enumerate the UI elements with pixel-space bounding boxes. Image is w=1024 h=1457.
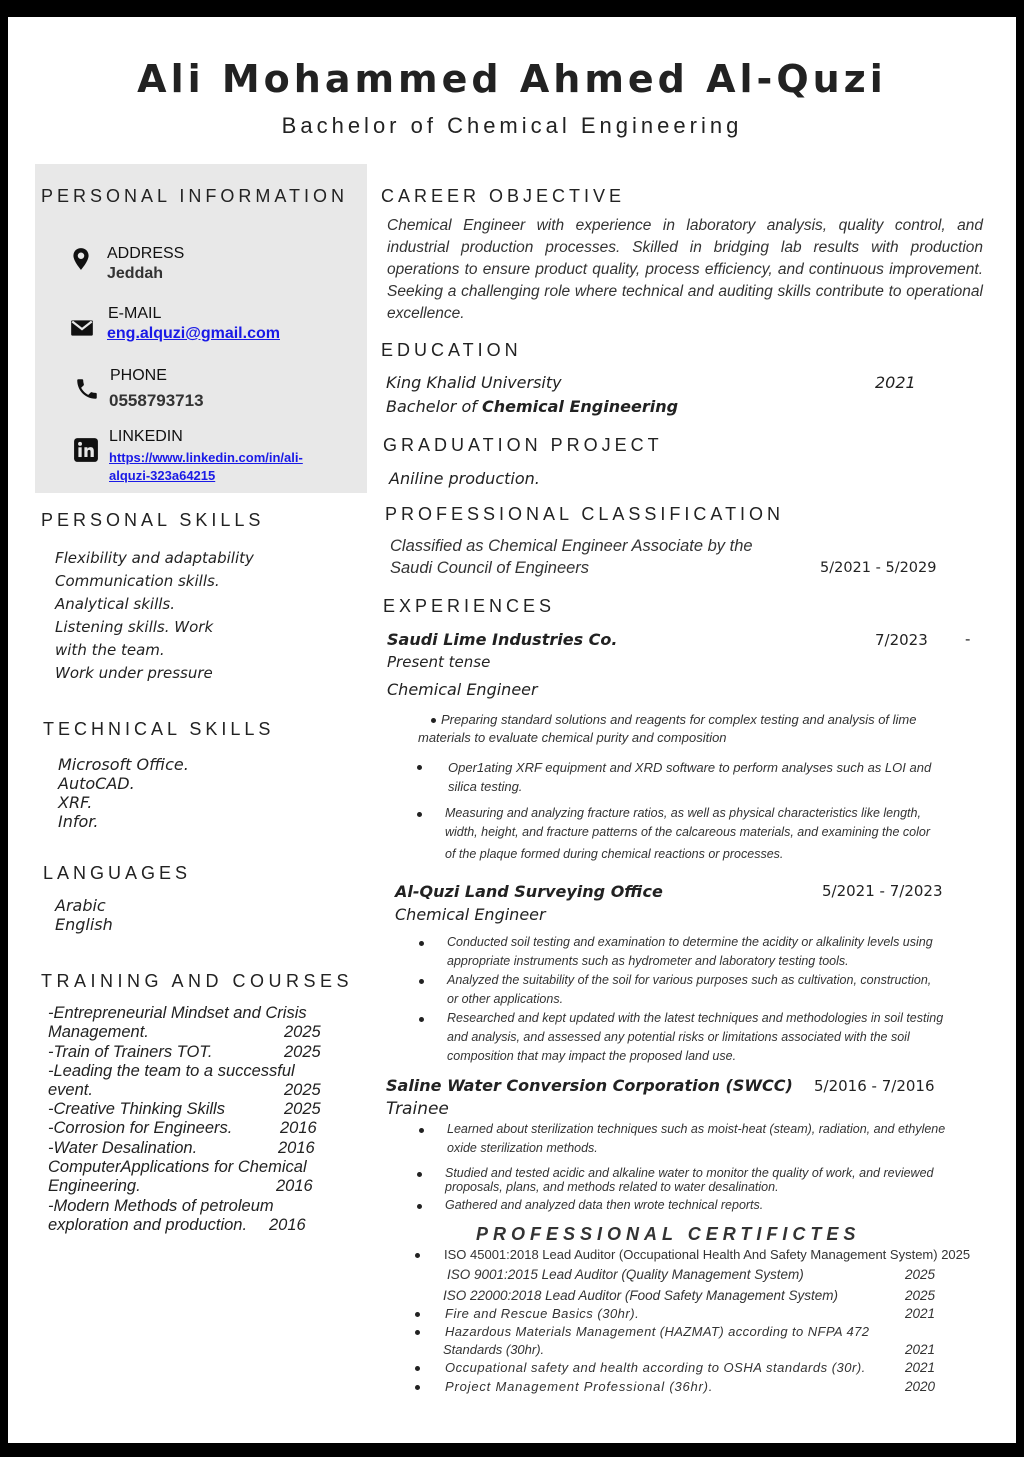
job2-period: 5/2021 - 7/2023 xyxy=(822,882,943,900)
certificate-4: Fire and Rescue Basics (30hr). xyxy=(445,1306,640,1321)
certificate-6-year: 2021 xyxy=(905,1360,936,1375)
training-line: -Water Desalination. xyxy=(48,1139,198,1157)
training-line: -Leading the team to a successful xyxy=(48,1062,295,1080)
training-line: Management. xyxy=(48,1023,149,1041)
job2-role: Chemical Engineer xyxy=(395,905,546,924)
training-year: 2016 xyxy=(269,1216,306,1234)
job1-bullet1-line2: materials to evaluate chemical purity and composition xyxy=(418,730,727,745)
training-year: 2016 xyxy=(278,1139,315,1157)
job3-bullet2-line2: proposals, plans, and methods related to water desalination. xyxy=(445,1180,779,1194)
graduation-project-heading: GRADUATION PROJECT xyxy=(383,435,663,455)
certificate-3: ISO 22000:2018 Lead Auditor (Food Safety Management System) xyxy=(443,1288,838,1303)
list-item: Infor. xyxy=(58,812,99,831)
list-item: Communication skills. xyxy=(55,572,220,590)
list-item: AutoCAD. xyxy=(58,774,135,793)
certificate-3-year: 2025 xyxy=(905,1288,936,1303)
job1-bullet2-line2: silica testing. xyxy=(448,779,523,794)
job1-role: Chemical Engineer xyxy=(387,680,538,699)
training-line: -Modern Methods of petroleum xyxy=(48,1197,274,1215)
job1-company: Saudi Lime Industries Co. xyxy=(387,630,618,649)
technical-skills-list xyxy=(58,755,189,831)
list-item: with the team. xyxy=(55,641,165,659)
bullet-dot xyxy=(419,1017,424,1022)
certificate-7-year: 2020 xyxy=(905,1379,936,1394)
list-item: Flexibility and adaptability xyxy=(55,549,254,567)
bullet-dot xyxy=(415,1385,420,1390)
training-year: 2016 xyxy=(280,1119,317,1137)
classification-line1: Classified as Chemical Engineer Associate by the xyxy=(390,537,753,555)
job1-bullet2-line1: Oper1ating XRF equipment and XRD software to perform analyses such as LOI and xyxy=(448,760,932,775)
training-line: -Entrepreneurial Mindset and Crisis xyxy=(48,1004,307,1022)
languages-heading: LANGUAGES xyxy=(43,863,192,883)
degree-major: Chemical Engineering xyxy=(481,397,679,416)
classification-period: 5/2021 - 5/2029 xyxy=(820,560,937,576)
personal-skills-list xyxy=(55,547,254,685)
degree-prefix: Bachelor of xyxy=(386,397,477,416)
job2-company: Al-Quzi Land Surveying Office xyxy=(395,882,663,901)
linkedin-link-line1[interactable]: https://www.linkedin.com/in/ali- xyxy=(109,450,303,465)
bullet-dot xyxy=(417,1204,422,1209)
linkedin-link-line2[interactable]: alquzi-323a64215 xyxy=(109,468,216,483)
job3-period: 5/2016 - 7/2016 xyxy=(814,1077,935,1095)
training-heading: TRAINING AND COURSES xyxy=(41,971,354,991)
certificate-2-year: 2025 xyxy=(905,1267,936,1282)
certificate-5-line1: Hazardous Materials Management (HAZMAT) according to NFPA 472 xyxy=(445,1324,870,1339)
job2-bullet2-line2: or other applications. xyxy=(447,992,564,1006)
certificate-5-year: 2021 xyxy=(905,1342,936,1357)
list-item: Listening skills. Work xyxy=(55,618,214,636)
training-line: -Corrosion for Engineers. xyxy=(48,1119,233,1137)
training-line: event. xyxy=(48,1081,93,1099)
bullet-dot xyxy=(415,1312,420,1317)
graduation-year: 2021 xyxy=(875,373,916,392)
job2-bullet3-line3: composition that may impact the proposed land use. xyxy=(447,1049,737,1063)
classification-heading: PROFESSIONAL CLASSIFICATION xyxy=(385,504,785,524)
bullet-dot xyxy=(419,941,424,946)
personal-info-heading: PERSONAL INFORMATION xyxy=(41,186,349,206)
job2-bullet1-line2: appropriate instruments such as hydrometer and laboratory testing tools. xyxy=(447,954,849,968)
training-year: 2025 xyxy=(284,1081,321,1099)
bullet-dot xyxy=(417,1172,422,1177)
job1-bullet1-line1: Preparing standard solutions and reagents for complex testing and analysis of lime xyxy=(441,712,917,727)
bullet-dot xyxy=(417,765,422,770)
languages-list xyxy=(55,896,113,934)
candidate-degree: Bachelor of Chemical Engineering xyxy=(281,113,743,138)
degree-line xyxy=(386,397,678,416)
email-icon xyxy=(69,315,95,341)
training-line: -Creative Thinking Skills xyxy=(48,1100,225,1118)
experiences-heading: EXPERIENCES xyxy=(383,596,556,616)
list-item: Microsoft Office. xyxy=(58,755,189,774)
technical-skills-heading: TECHNICAL SKILLS xyxy=(43,719,275,739)
certificate-6: Occupational safety and health according to OSHA standards (30r). xyxy=(445,1360,866,1375)
personal-skills-heading: PERSONAL SKILLS xyxy=(41,510,265,530)
graduation-project-title: Aniline production. xyxy=(389,469,540,488)
job1-bullet3-line1: Measuring and analyzing fracture ratios, as well as physical characteristics like length, xyxy=(445,806,921,820)
email-link[interactable]: eng.alquzi@gmail.com xyxy=(107,325,280,342)
training-line: Engineering. xyxy=(48,1177,141,1195)
certificate-1: ISO 45001:2018 Lead Auditor (Occupational Health And Safety Management System) 2025 xyxy=(444,1247,971,1262)
training-year: 2025 xyxy=(284,1100,321,1118)
address-value: Jeddah xyxy=(107,265,164,282)
university-name: King Khalid University xyxy=(386,373,562,392)
certificate-2: ISO 9001:2015 Lead Auditor (Quality Management System) xyxy=(447,1267,804,1282)
candidate-name: Ali Mohammed Ahmed Al-Quzi xyxy=(137,57,887,101)
job1-present: Present tense xyxy=(387,653,491,671)
job2-bullet1-line1: Conducted soil testing and examination to determine the acidity or alkalinity levels using xyxy=(447,935,933,949)
job3-bullet3-line1: Gathered and analyzed data then wrote technical reports. xyxy=(445,1198,764,1212)
certificate-5-line2: Standards (30hr). xyxy=(443,1342,545,1357)
address-label: ADDRESS xyxy=(107,245,185,262)
job3-bullet1-line2: oxide sterilization methods. xyxy=(447,1141,598,1155)
job2-bullet3-line1: Researched and kept updated with the latest techniques and methodologies in soil testing xyxy=(447,1011,944,1025)
training-line: ComputerApplications for Chemical xyxy=(48,1158,307,1176)
training-line: exploration and production. xyxy=(48,1216,248,1234)
bullet-dot xyxy=(415,1366,420,1371)
job3-bullet2-line1: Studied and tested acidic and alkaline water to monitor the quality of work, and reviewed xyxy=(445,1166,934,1180)
job1-period: 7/2023 xyxy=(875,631,928,649)
job1-dash: - xyxy=(965,630,971,648)
training-line: -Train of Trainers TOT. xyxy=(48,1043,213,1061)
training-year: 2025 xyxy=(284,1043,321,1061)
job2-bullet2-line1: Analyzed the suitability of the soil for various purposes such as cultivation, construction, xyxy=(447,973,932,987)
list-item: English xyxy=(55,915,113,934)
job1-bullet3-line3: of the plaque formed during chemical reactions or processes. xyxy=(445,847,784,861)
bullet-dot xyxy=(419,979,424,984)
training-year: 2016 xyxy=(276,1177,313,1195)
bullet-dot xyxy=(415,1253,420,1258)
phone-value: 0558793713 xyxy=(109,391,204,410)
phone-label: PHONE xyxy=(110,367,167,384)
career-objective-heading: CAREER OBJECTIVE xyxy=(381,186,626,206)
bullet-dot xyxy=(431,718,436,723)
list-item: Arabic xyxy=(55,896,106,915)
job2-bullet3-line2: and analysis, and assessed any potential risks or limitations associated with the soil xyxy=(447,1030,910,1044)
resume-page xyxy=(8,17,1016,1443)
email-label: E-MAIL xyxy=(108,305,162,322)
bullet-dot xyxy=(419,1128,424,1133)
job3-role: Trainee xyxy=(386,1099,449,1119)
job3-bullet1-line1: Learned about sterilization techniques such as moist-heat (steam), radiation, and ethylene xyxy=(447,1122,946,1136)
phone-icon xyxy=(74,376,100,402)
list-item: Work under pressure xyxy=(55,664,213,682)
classification-line2: Saudi Council of Engineers xyxy=(390,559,590,577)
bullet-dot xyxy=(415,1330,420,1335)
certificate-4-year: 2021 xyxy=(905,1306,936,1321)
career-objective-text: Chemical Engineer with experience in laboratory analysis, quality control, and industrial production processes. Skilled in bridging lab results with production operations to ensure product quality, process efficiency, and continuous improvement. Seeking a challenging role where technical and auditing skills contribute to operational excellence. xyxy=(387,217,983,322)
linkedin-label: LINKEDIN xyxy=(109,428,183,445)
certificates-heading: PROFESSIONAL CERTIFICTES xyxy=(476,1224,861,1244)
certificate-7: Project Management Professional (36hr). xyxy=(445,1379,714,1394)
job3-company: Saline Water Conversion Corporation (SWCC) xyxy=(386,1076,793,1095)
list-item: Analytical skills. xyxy=(55,595,176,613)
list-item: XRF. xyxy=(58,793,93,812)
job1-bullet3-line2: width, height, and fracture patterns of the calcareous materials, and examining the color xyxy=(445,825,930,839)
training-year: 2025 xyxy=(284,1023,321,1041)
bullet-dot xyxy=(417,812,422,817)
education-heading: EDUCATION xyxy=(381,340,522,360)
linkedin-icon xyxy=(73,437,99,463)
location-pin-icon xyxy=(68,246,94,272)
